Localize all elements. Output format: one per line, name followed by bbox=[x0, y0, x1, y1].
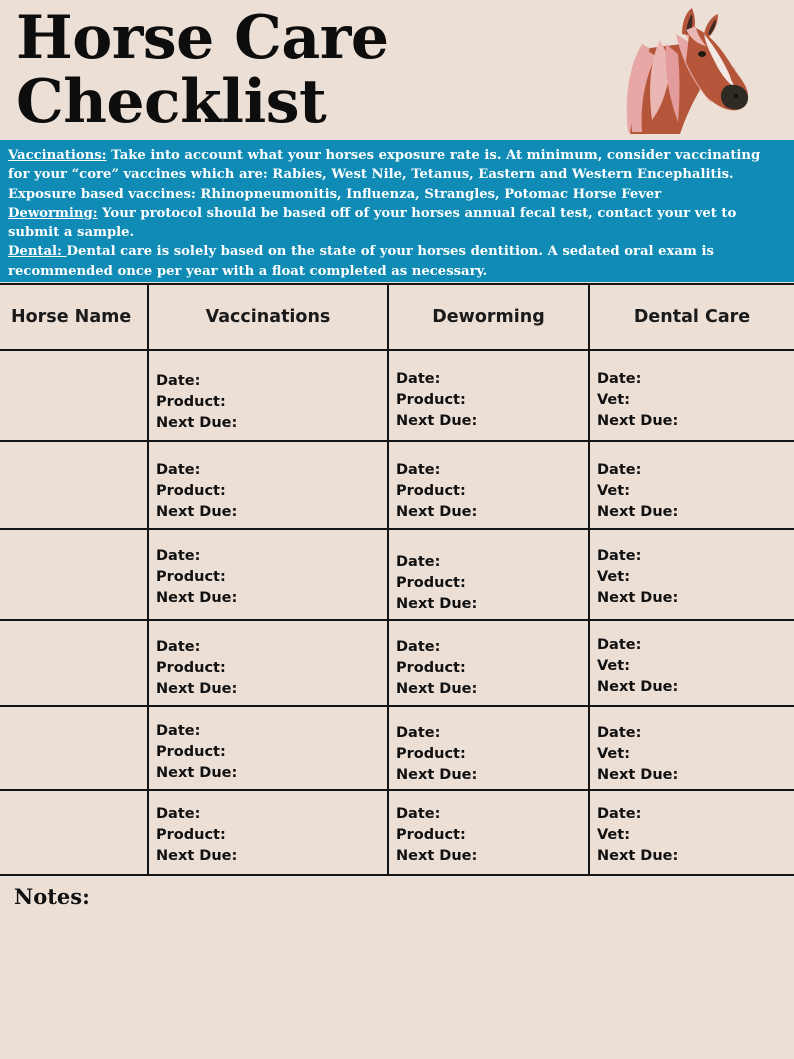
vaccinations-cell[interactable] bbox=[148, 441, 388, 529]
vaccinations-field-label: Date: bbox=[156, 639, 201, 655]
dental-cell[interactable] bbox=[589, 790, 794, 875]
deworming-cell[interactable] bbox=[388, 529, 589, 620]
vaccinations-cell[interactable] bbox=[148, 790, 388, 875]
dental-field-label: Next Due: bbox=[597, 504, 679, 520]
vaccinations-field-label: Next Due: bbox=[156, 848, 238, 864]
header-dental-care: Dental Care bbox=[589, 284, 794, 350]
deworming-field-label: Product: bbox=[396, 746, 466, 762]
care-checklist-table bbox=[0, 283, 794, 876]
deworming-field-label: Product: bbox=[396, 575, 466, 591]
deworming-field-label: Date: bbox=[396, 462, 441, 478]
vaccinations-field-label: Next Due: bbox=[156, 681, 238, 697]
deworming-field-label: Product: bbox=[396, 392, 466, 408]
dental-field-label: Next Due: bbox=[597, 767, 679, 783]
vaccinations-paragraph bbox=[8, 146, 786, 185]
vaccinations-cell[interactable] bbox=[148, 529, 388, 620]
dental-field-label: Date: bbox=[597, 725, 642, 741]
deworming-field-label: Date: bbox=[396, 806, 441, 822]
dental-field-label: Date: bbox=[597, 371, 642, 387]
deworming-field-label: Date: bbox=[396, 725, 441, 741]
deworming-field-label: Date: bbox=[396, 554, 441, 570]
deworming-cell[interactable] bbox=[388, 790, 589, 875]
dental-field-label: Vet: bbox=[597, 827, 630, 843]
header-vaccinations: Vaccinations bbox=[148, 284, 388, 350]
vaccinations-cell[interactable] bbox=[148, 350, 388, 441]
dental-field-label: Vet: bbox=[597, 392, 630, 408]
dental-cell[interactable] bbox=[589, 350, 794, 441]
vaccinations-field-label: Date: bbox=[156, 373, 201, 389]
vaccinations-cell[interactable] bbox=[148, 620, 388, 706]
vaccinations-field-label: Next Due: bbox=[156, 765, 238, 781]
dental-cell[interactable] bbox=[589, 620, 794, 706]
vaccinations-field-label: Product: bbox=[156, 569, 226, 585]
vaccinations-field-label: Date: bbox=[156, 723, 201, 739]
deworming-field-label: Next Due: bbox=[396, 848, 478, 864]
deworming-field-label: Product: bbox=[396, 483, 466, 499]
dental-field-label: Date: bbox=[597, 462, 642, 478]
vaccinations-text: Take into account what your horses exposure rate is. At minimum, consider vaccinating for your “core” vaccines which are: Rabies, West Nile, Tetanus, Eastern and Western Encephalitis. bbox=[8, 148, 761, 183]
vaccinations-field-label: Product: bbox=[156, 394, 226, 410]
deworming-cell[interactable] bbox=[388, 441, 589, 529]
vaccinations-field-label: Next Due: bbox=[156, 590, 238, 606]
deworming-cell[interactable] bbox=[388, 350, 589, 441]
horse-name-cell[interactable] bbox=[0, 350, 148, 441]
deworming-cell[interactable] bbox=[388, 620, 589, 706]
dental-cell[interactable] bbox=[589, 529, 794, 620]
dental-field-label: Vet: bbox=[597, 483, 630, 499]
horse-name-cell[interactable] bbox=[0, 790, 148, 875]
deworming-field-label: Next Due: bbox=[396, 681, 478, 697]
vaccinations-field-label: Next Due: bbox=[156, 415, 238, 431]
dental-field-label: Vet: bbox=[597, 569, 630, 585]
dental-cell[interactable] bbox=[589, 441, 794, 529]
header-horse-name: Horse Name bbox=[0, 284, 148, 350]
dental-field-label: Next Due: bbox=[597, 679, 679, 695]
vaccinations-field-label: Product: bbox=[156, 827, 226, 843]
vaccinations-field-label: Product: bbox=[156, 483, 226, 499]
title-line-1: Horse Care bbox=[16, 3, 389, 73]
vaccinations-field-label: Date: bbox=[156, 462, 201, 478]
table-row bbox=[0, 441, 794, 529]
dental-field-label: Date: bbox=[597, 637, 642, 653]
vaccinations-label: Vaccinations: bbox=[8, 148, 107, 163]
deworming-field-label: Next Due: bbox=[396, 504, 478, 520]
deworming-field-label: Next Due: bbox=[396, 413, 478, 429]
dental-cell[interactable] bbox=[589, 706, 794, 790]
dental-text: Dental care is solely based on the state of your horses dentition. A sedated oral exam is recommended once per year with a float completed as necessary. bbox=[8, 244, 714, 279]
table-row bbox=[0, 620, 794, 706]
dental-field-label: Date: bbox=[597, 548, 642, 564]
table-row bbox=[0, 350, 794, 441]
dental-field-label: Vet: bbox=[597, 746, 630, 762]
deworming-field-label: Next Due: bbox=[396, 767, 478, 783]
dental-paragraph bbox=[8, 242, 786, 281]
vaccinations-field-label: Product: bbox=[156, 660, 226, 676]
vaccinations-field-label: Date: bbox=[156, 806, 201, 822]
vaccinations-cell[interactable] bbox=[148, 706, 388, 790]
deworming-label: Deworming: bbox=[8, 205, 98, 221]
deworming-text: Your protocol should be based off of your horses annual fecal test, contact your vet to submit a sample. bbox=[8, 205, 737, 241]
care-info-banner bbox=[0, 140, 794, 282]
dental-field-label: Next Due: bbox=[597, 590, 679, 606]
exposure-paragraph: Exposure based vaccines: Rhinopneumonitis, Influenza, Strangles, Potomac Horse Fever bbox=[8, 186, 662, 202]
horse-name-cell[interactable] bbox=[0, 441, 148, 529]
table-row bbox=[0, 706, 794, 790]
horse-head-icon bbox=[620, 4, 754, 138]
table-row bbox=[0, 529, 794, 620]
dental-label: Dental: bbox=[8, 244, 67, 260]
horse-name-cell[interactable] bbox=[0, 620, 148, 706]
table-header-row bbox=[0, 284, 794, 350]
deworming-field-label: Product: bbox=[396, 660, 466, 676]
dental-field-label: Vet: bbox=[597, 658, 630, 674]
dental-field-label: Date: bbox=[597, 806, 642, 822]
deworming-field-label: Next Due: bbox=[396, 596, 478, 612]
deworming-field-label: Product: bbox=[396, 827, 466, 843]
deworming-cell[interactable] bbox=[388, 706, 589, 790]
horse-name-cell[interactable] bbox=[0, 706, 148, 790]
deworming-paragraph bbox=[8, 204, 786, 243]
dental-field-label: Next Due: bbox=[597, 848, 679, 864]
table-row bbox=[0, 790, 794, 875]
header-deworming: Deworming bbox=[388, 284, 589, 350]
horse-name-cell[interactable] bbox=[0, 529, 148, 620]
notes-label: Notes: bbox=[14, 884, 90, 909]
deworming-field-label: Date: bbox=[396, 639, 441, 655]
vaccinations-field-label: Next Due: bbox=[156, 504, 238, 520]
vaccinations-field-label: Product: bbox=[156, 744, 226, 760]
page-title bbox=[16, 3, 389, 137]
dental-field-label: Next Due: bbox=[597, 413, 679, 429]
deworming-field-label: Date: bbox=[396, 371, 441, 387]
vaccinations-field-label: Date: bbox=[156, 548, 201, 564]
title-line-2: Checklist bbox=[16, 67, 327, 137]
